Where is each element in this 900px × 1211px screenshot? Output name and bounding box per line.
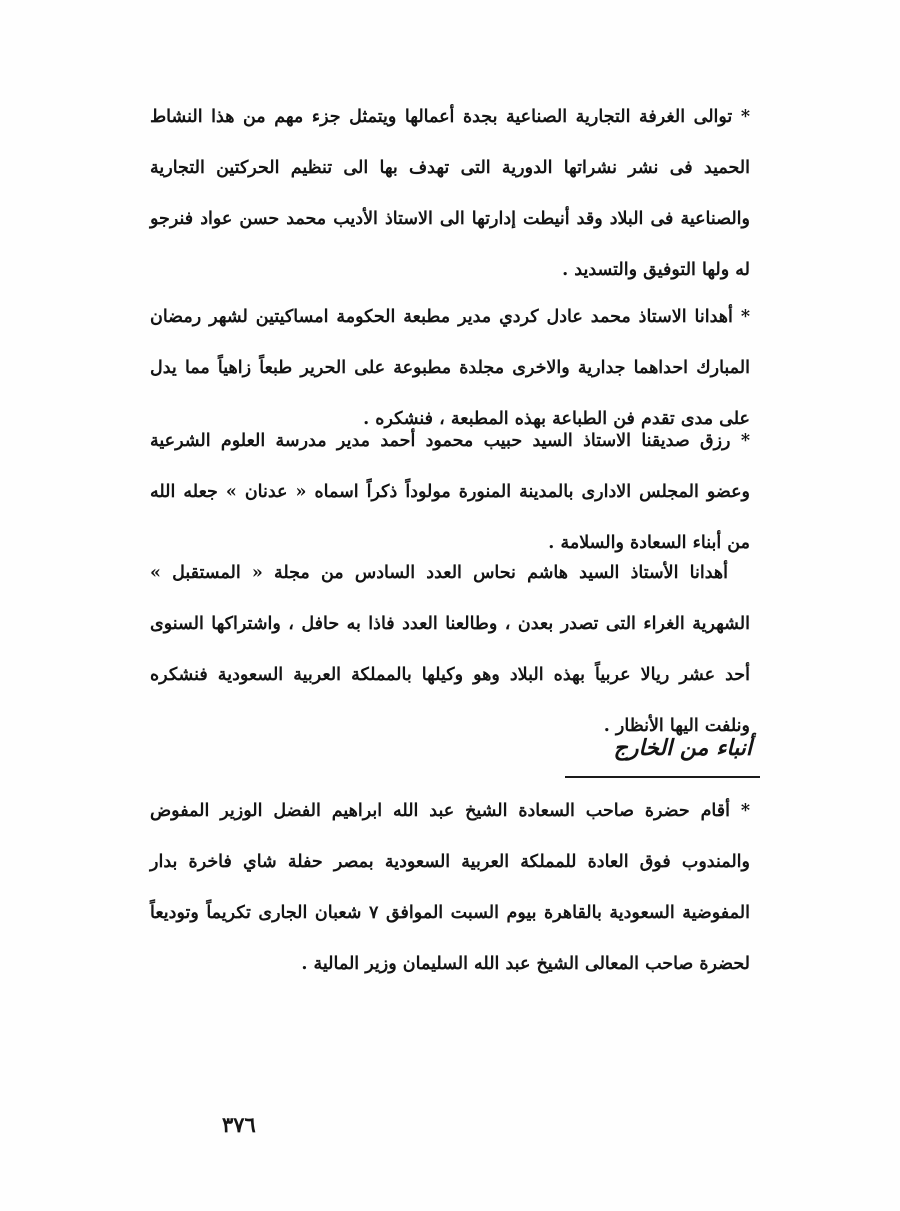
news-item-government-press-gift: * أهدانا الاستاذ محمد عادل كردي مدير مطبعة الحكومة امساكيتين لشهر رمضان المبارك احداهما جدارية والاخرى مجلدة مطبوعة على الحرير طبعاً زاهياً مما يدل على مدى تقدم فن الطباعة بهذه المطبعة ، فنشكره .	[150, 307, 750, 429]
news-item-tea-party-cairo: * أقام حضرة صاحب السعادة الشيخ عبد الله ابراهيم الفضل الوزير المفوض والمندوب فوق العادة للمملكة العربية السعودية بمصر حفلة شاي فاخرة بدار المفوضية السعودية بالقاهرة بيوم السبت الموافق ٧ شعبان الجارى تكريماً وتوديعاً لحضرة صاحب المعالى الشيخ عبد الله السليمان وزير المالية .	[150, 801, 750, 974]
page-number: ٣٧٦	[222, 1112, 256, 1137]
news-item-birth-announcement: * رزق صديقنا الاستاذ السيد حبيب محمود أحمد مدير مدرسة العلوم الشرعية وعضو المجلس الادارى بالمدينة المنورة مولوداً ذكراً اسماه « عدنان » جعله الله من أبناء السعادة والسلامة .	[150, 431, 750, 553]
news-item-almustaqbal-magazine: أهدانا الأستاذ السيد هاشم نحاس العدد السادس من مجلة « المستقبل » الشهرية الغراء التى تصدر بعدن ، وطالعنا العدد فاذا به حافل ، واشتراكها السنوى أحد عشر ريالا عربياً بهذه البلاد وهو وكيلها بالمملكة العربية السعودية فنشكره ونلفت اليها الأنظار .	[150, 563, 750, 736]
heading-underline	[565, 776, 760, 778]
news-item-chamber-of-commerce: * توالى الغرفة التجارية الصناعية بجدة أعمالها ويتمثل جزء مهم من هذا النشاط الحميد فى نشر نشراتها الدورية التى تهدف بها الى تنظيم الحركتين التجارية والصناعية فى البلاد وقد أنيطت إدارتها الى الاستاذ الأديب محمد حسن عواد فنرجو له ولها التوفيق والتسديد .	[150, 107, 750, 280]
section-heading-foreign-news: أنباء من الخارج	[613, 735, 752, 761]
